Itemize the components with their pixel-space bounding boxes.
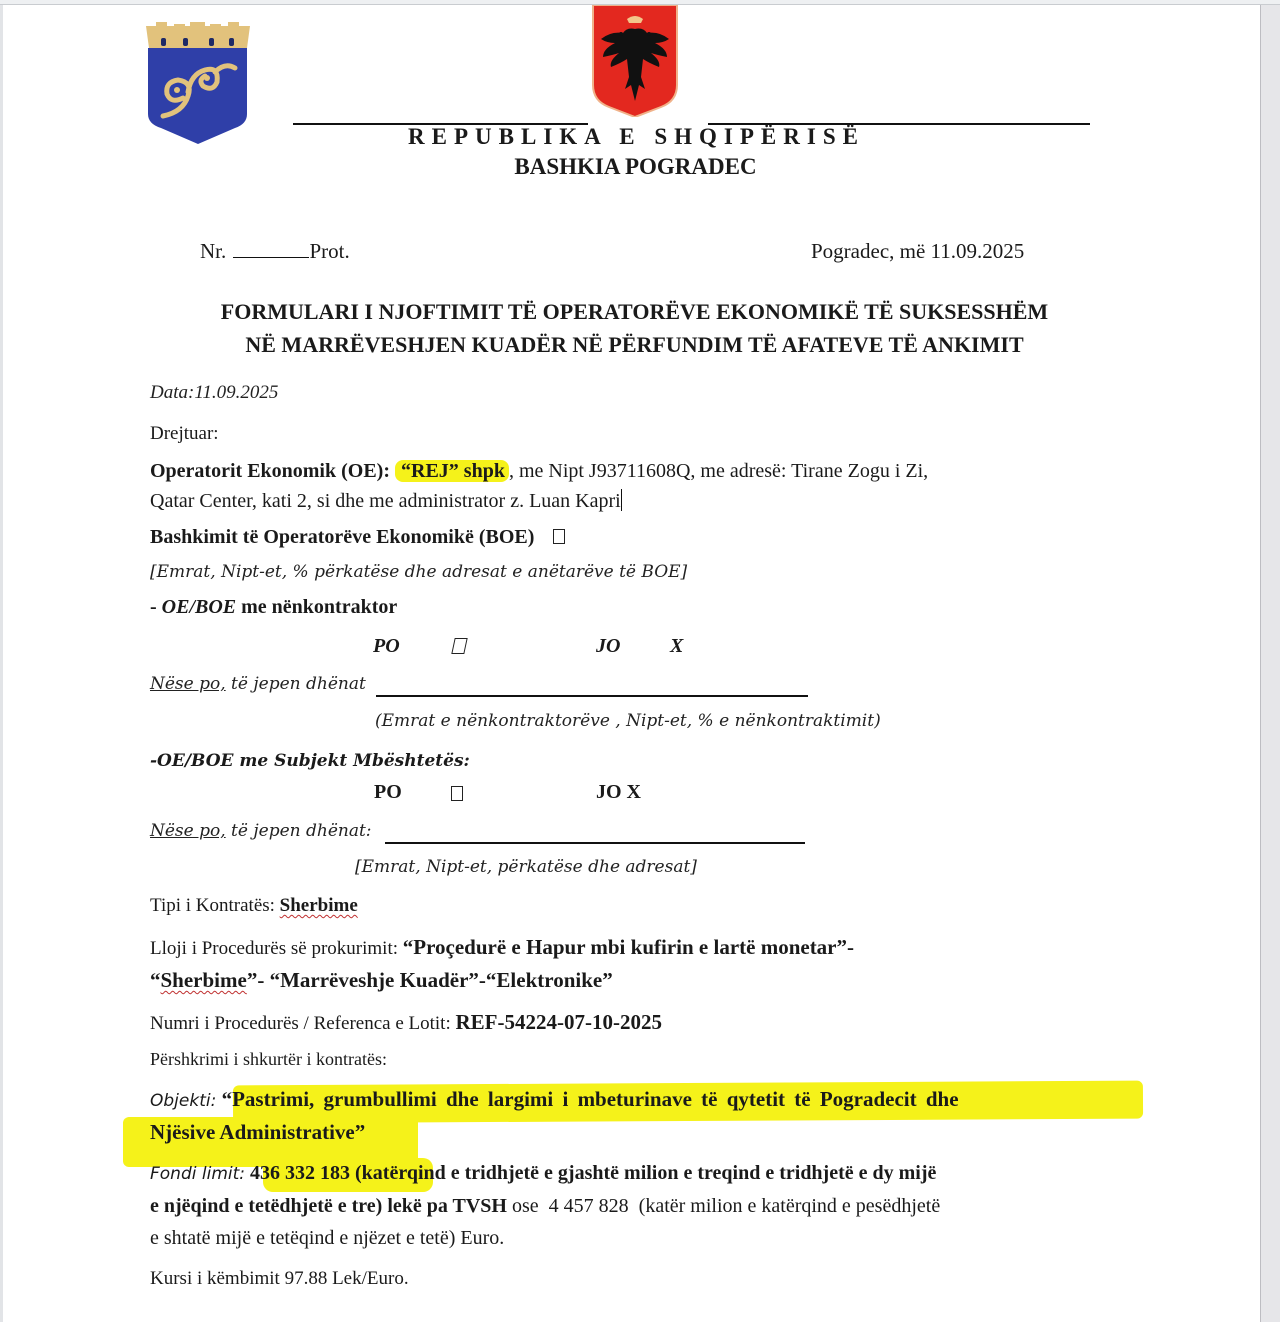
subcontractor-details-blank[interactable]: [376, 695, 808, 697]
subcontractor-jo-mark[interactable]: X: [670, 635, 684, 657]
procedure-type-sherbime: Sherbime: [160, 968, 247, 992]
object-line1: [150, 1087, 959, 1112]
object-line2: Njësive Administrative”: [150, 1120, 366, 1144]
procedure-number-label: Numri i Procedurës / Referenca e Lotit:: [150, 1013, 456, 1034]
support-po-checkbox[interactable]: [451, 786, 463, 801]
boe-note: [Emrat, Nipt-et, % përkatëse dhe adresat e anëtarëve të BOE]: [150, 562, 688, 582]
republic-title: REPUBLIKA E SHQIPËRISË: [408, 124, 865, 149]
boe-label: Bashkimit të Operatorëve Ekonomikë (BOE): [150, 526, 535, 548]
procedure-type-value1: “Proçedurë e Hapur mbi kufirin e lartë monetar”-: [402, 935, 854, 959]
nese-po-underlined-2: Nëse po,: [150, 821, 226, 841]
support-entity-label: -OE/BOE me Subjekt Mbështetës:: [150, 751, 470, 771]
text-cursor: [621, 489, 622, 511]
form-title-line2: NË MARRËVESHJEN KUADËR NË PËRFUNDIM TË AFATEVE TË ANKIMIT: [245, 332, 1024, 357]
quote-open: “: [150, 968, 161, 992]
operator-line1: [150, 460, 928, 483]
oe-company-name: “REJ” shpk: [395, 460, 509, 482]
operator-line2: [150, 489, 622, 513]
support-details-blank[interactable]: [385, 842, 805, 844]
procedure-type-line2: [150, 968, 613, 993]
fund-amount-euro: 4 457 828: [548, 1195, 629, 1217]
fund-limit-label: Fondi limit:: [150, 1164, 245, 1184]
nr-label: Nr.: [200, 239, 227, 263]
oe-address-admin: Qatar Center, kati 2, si dhe me administrator z. Luan Kapri: [150, 490, 621, 512]
fund-or: ose: [506, 1195, 549, 1217]
fund-limit-line1: [150, 1162, 936, 1185]
data-date: Data:11.09.2025: [150, 382, 279, 403]
fund-limit-line2: [150, 1195, 940, 1218]
object-label: Objekti:: [150, 1091, 217, 1111]
support-details-prompt: [150, 821, 372, 841]
fund-euro-words1: (katër milion e katërqind e pesëdhjetë: [628, 1195, 941, 1217]
contract-type-label: Tipi i Kontratës:: [150, 895, 280, 916]
subcontractor-oe-boe: OE/BOE: [161, 596, 237, 618]
support-po-label: PO: [374, 781, 402, 803]
boe-checkbox[interactable]: [553, 529, 565, 544]
fund-words2: e njëqind e tetëdhjetë e tre) lekë pa TVSH: [150, 1195, 507, 1217]
form-title-line1: FORMULARI I NJOFTIMIT TË OPERATORËVE EKONOMIKË TË SUKSESSHËM: [220, 299, 1049, 324]
nese-po-rest: të jepen dhënat: [225, 674, 366, 694]
nese-po-rest-2: të jepen dhënat:: [225, 821, 372, 841]
fund-limit-line3: e shtatë mijë e tetëqind e njëzet e tetë) Euro.: [150, 1227, 505, 1249]
procedure-type-line1: [150, 935, 854, 960]
place-date: Pogradec, më 11.09.2025: [811, 239, 1025, 263]
protocol-number: [200, 239, 350, 264]
nese-po-underlined: Nëse po,: [150, 674, 226, 694]
boe-line: [150, 526, 565, 549]
object-text1: “Pastrimi, grumbullimi dhe largimi i mbeturinave të qytetit të Pogradecit dhe: [221, 1087, 959, 1111]
procedure-type-label: Lloji i Procedurës së prokurimit:: [150, 938, 403, 959]
municipality-title: BASHKIA POGRADEC: [514, 154, 757, 179]
oe-label: Operatorit Ekonomik (OE):: [150, 460, 390, 482]
fund-words1: (katërqind e tridhjetë e gjashtë milion e treqind e tridhjetë e dy mijë: [355, 1162, 937, 1184]
contract-type-value: Sherbime: [279, 895, 358, 916]
vertical-scrollbar[interactable]: [1260, 5, 1280, 1322]
subcontractor-jo-label: JO: [596, 635, 621, 657]
protocol-blank[interactable]: [233, 240, 309, 258]
support-note: [Emrat, Nipt-et, përkatëse dhe adresat]: [355, 857, 697, 877]
support-jo-label: JO X: [596, 781, 641, 803]
exchange-rate: Kursi i këmbimit 97.88 Lek/Euro.: [150, 1268, 409, 1289]
drejtuar-label: Drejtuar:: [150, 423, 219, 444]
procedure-reference: REF-54224-07-10-2025: [455, 1010, 662, 1034]
subcontractor-rest: me nënkontraktor: [236, 596, 398, 618]
document-page: [3, 5, 1260, 1322]
subcontractor-note: (Emrat e nënkontraktorëve , Nipt-et, % e nënkontraktimit): [375, 711, 881, 731]
form-title: [3, 295, 1260, 361]
subcontractor-prefix: -: [150, 596, 162, 618]
subcontractor-label: [150, 596, 397, 619]
fund-amount-lek: 436 332 183: [250, 1162, 350, 1184]
contract-type: [150, 895, 358, 917]
subcontractor-po-label: PO: [373, 635, 400, 657]
procedure-number: [150, 1010, 662, 1035]
subcontractor-po-checkbox[interactable]: [451, 638, 467, 654]
oe-details: , me Nipt J93711608Q, me adresë: Tirane Zogu i Zi,: [508, 460, 929, 482]
procedure-type-value2: ”- “Marrëveshje Kuadër”-“Elektronike”: [246, 968, 613, 992]
short-description-label: Përshkrimi i shkurtër i kontratës:: [150, 1049, 387, 1069]
prot-label: Prot.: [309, 239, 350, 263]
subcontractor-details-prompt: [150, 674, 366, 694]
albania-coat-of-arms-icon: [591, 5, 679, 117]
